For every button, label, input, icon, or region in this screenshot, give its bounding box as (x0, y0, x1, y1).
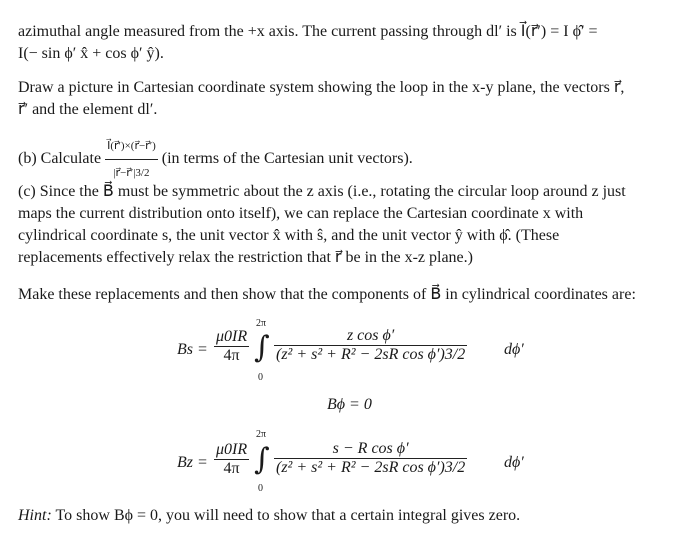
eq3-integrand (274, 440, 467, 477)
part-c-line-3: cylindrical coordinate s, the unit vector x̂ with ŝ, and the unit vector ŷ with ϕ̂. (These (18, 227, 560, 244)
eq1-lower: 0 (258, 372, 263, 383)
eq3-lhs: Bz = (177, 454, 208, 471)
eq1-coef-den: 4π (214, 346, 249, 365)
text-line-2: I(− sin ϕ′ x̂ + cos ϕ′ ŷ). (18, 45, 164, 62)
part-c-line-4: replacements effectively relax the restriction that r⃗ be in the x-z plane.) (18, 249, 473, 266)
eq3-diff: dϕ′ (504, 454, 524, 471)
eq1-num: z cos ϕ′ (346, 327, 395, 344)
part-b (18, 133, 413, 186)
eq3-coef-num: μ0IR (216, 441, 248, 458)
equation-bphi: Bϕ = 0 (327, 396, 372, 413)
eq1-integrand (274, 327, 467, 364)
integral-sign: ∫ (254, 442, 270, 477)
part-b-denominator: |r⃗−r⃗′|3/2 (105, 159, 158, 186)
hint-text: To show Bϕ = 0, you will need to show that a certain integral gives zero. (55, 507, 521, 524)
eq3-lower: 0 (258, 483, 263, 494)
integral-sign: ∫ (254, 330, 270, 365)
eq1-lhs: Bs = (177, 341, 208, 358)
eq1-coef (214, 328, 249, 365)
hint (18, 506, 520, 526)
eq1-diff: dϕ′ (504, 341, 524, 358)
eq3-num: s − R cos ϕ′ (332, 440, 409, 457)
make-line: Make these replacements and then show that the components of B⃗ in cylindrical coordinates are: (18, 286, 636, 303)
eq3-upper: 2π (256, 429, 267, 440)
part-b-prefix: (b) Calculate (18, 150, 102, 168)
eq1-coef-num: μ0IR (216, 328, 248, 345)
text-line-3: Draw a picture in Cartesian coordinate system showing the loop in the x-y plane, the vectors r⃗, (18, 79, 625, 96)
part-c-line-1: (c) Since the B⃗ must be symmetric about the z axis (i.e., rotating the circular loop around z just (18, 183, 626, 200)
part-b-numerator: I⃗(r⃗′)×(r⃗−r⃗′) (107, 140, 156, 152)
eq3-coef (214, 441, 249, 478)
eq1-upper: 2π (256, 318, 267, 329)
text-line-1: azimuthal angle measured from the +x axis. The current passing through dl′ is I⃗(r⃗′) = I ϕ̂′ = (18, 23, 598, 40)
eq3-coef-den: 4π (214, 459, 249, 478)
hint-label: Hint: (18, 507, 52, 524)
part-c-line-2: maps the current distribution onto itself), we can replace the Cartesian coordinate x with (18, 205, 584, 222)
eq3-den: (z² + s² + R² − 2sR cos ϕ′)3/2 (276, 459, 466, 476)
eq1-den: (z² + s² + R² − 2sR cos ϕ′)3/2 (276, 346, 466, 363)
part-b-fraction (105, 133, 158, 186)
part-b-suffix: (in terms of the Cartesian unit vectors). (161, 150, 413, 168)
text-line-4: r⃗′ and the element dl′. (18, 101, 158, 118)
